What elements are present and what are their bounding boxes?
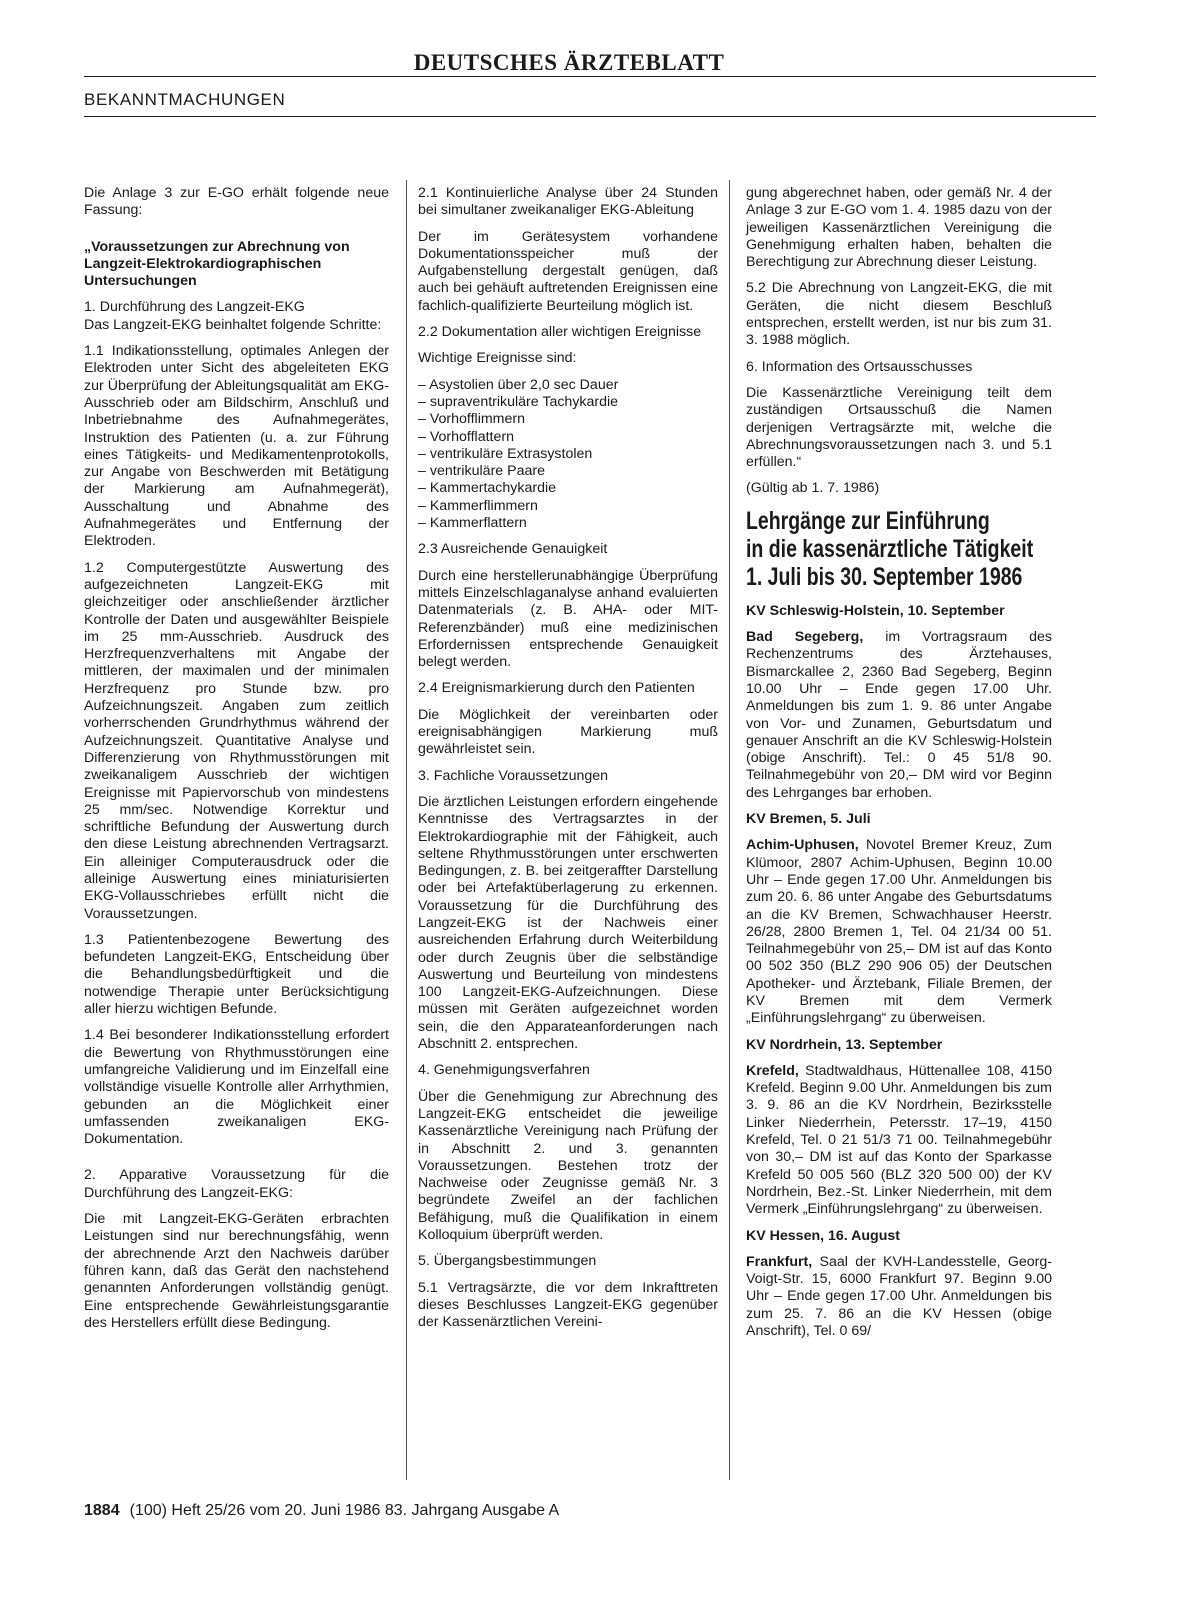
paragraph-2-4-text: Die Möglichkeit der vereinbarten oder ereignisabhängigen Markierung muß gewährleistet sein. bbox=[418, 706, 718, 758]
paragraph-5-2: 5.2 Die Abrechnung von Langzeit-EKG, die mit Geräten, die nicht diesem Beschluß entsprechen, erstellt werden, ist nur bis zum 31. 3. 1988 möglich. bbox=[746, 280, 1052, 349]
section-4-text: Über die Genehmigung zur Abrechnung des Langzeit-EKG entscheidet die jeweilige Kassenärztliche Vereinigung nach Prüfung der in Abschnitt 2. und 3. genannten Voraussetzungen. Bestehen trotz der Nachweise oder Zeugnisse gemäß Nr. 3 begründete Zweifel an der fachlichen Befähigung, muß die Qualifikation in einem Kolloquium überprüft werden. bbox=[418, 1088, 718, 1244]
section-2-text: Die mit Langzeit-EKG-Geräten erbrachten Leistungen sind nur berechnungsfähig, wenn der abrechnende Arzt den Nachweis darüber führen kann, daß das Gerät den nachstehend genannten Anforderungen vollständig genügt. Eine entsprechende Gewährleistungsgarantie des Herstellers erfüllt diese Bedingung. bbox=[84, 1211, 389, 1331]
document-title: „Voraussetzungen zur Abrechnung von Langzeit-Elektrokardiographischen Untersuchungen bbox=[84, 238, 350, 290]
column-1 bbox=[84, 185, 389, 1341]
paragraph-2-2-text: Wichtige Ereignisse sind: bbox=[418, 350, 577, 367]
kv-nordrhein-text bbox=[746, 1063, 1052, 1219]
section-title: BEKANNTMACHUNGEN bbox=[84, 90, 286, 109]
section-2-heading: 2. Apparative Voraussetzung für die Durchführung des Langzeit-EKG: bbox=[84, 1167, 389, 1201]
kv-schleswig-holstein-text bbox=[746, 629, 1052, 802]
entry-text: Saal der KVH-Landesstelle, Georg-Voigt-Str. 15, 6000 Frankfurt 97. Beginn 9.00 Uhr – Ende gegen 17.00 Uhr. Anmeldungen bis zum 25. 7. 86 an die KV Hessen (obige Anschrift), Tel. 0 69/ bbox=[746, 1253, 1052, 1340]
section-4-heading: 4. Genehmigungsverfahren bbox=[418, 1062, 590, 1079]
section-6-heading: 6. Information des Ortsausschusses bbox=[746, 358, 973, 375]
column-divider-1 bbox=[406, 180, 407, 1480]
column-2 bbox=[418, 185, 718, 1341]
kv-schleswig-holstein-title: KV Schleswig-Holstein, 10. September bbox=[746, 602, 1005, 619]
place-name: Krefeld, bbox=[746, 1062, 799, 1079]
kv-nordrhein-title: KV Nordrhein, 13. September bbox=[746, 1036, 943, 1053]
section-rule bbox=[84, 116, 1096, 117]
list-item: – Vorhofflattern bbox=[418, 429, 718, 446]
paragraph-1-1: 1.1 Indikationsstellung, optimales Anlegen der Elektroden unter Sicht des abgeleiteten EKG zur Überprüfung der Ableitungsqualität am EKG-Ausschrieb oder am Bildschirm, Anschluß und Inbetriebnahme des Aufnahmegerätes, Instruktion des Patienten (u. a. zur Führung eines Tätigkeits- und Medikamentenprotokolls, zur Angabe von Beschwerden mit Betätigung der Markierung am Aufnahmegerät), Ausschaltung und Abnahme des Aufnahmegerätes und Entfernung der Elektroden. bbox=[84, 343, 389, 550]
section-1-heading: 1. Durchführung des Langzeit-EKG bbox=[84, 299, 305, 316]
issue-info: (100) Heft 25/26 vom 20. Juni 1986 83. Jahrgang Ausgabe A bbox=[129, 1502, 560, 1519]
intro-text: Die Anlage 3 zur E-GO erhält folgende neue Fassung: bbox=[84, 185, 389, 219]
place-name: Bad Segeberg, bbox=[746, 629, 864, 646]
list-item: – Kammerflimmern bbox=[418, 498, 718, 515]
place-name: Achim-Uphusen, bbox=[746, 837, 859, 854]
kv-bremen-title: KV Bremen, 5. Juli bbox=[746, 811, 871, 828]
validity-note: (Gültig ab 1. 7. 1986) bbox=[746, 480, 880, 497]
column-3 bbox=[746, 185, 1052, 1349]
paragraph-2-3-heading: 2.3 Ausreichende Genauigkeit bbox=[418, 541, 608, 558]
paragraph-2-1-heading: 2.1 Kontinuierliche Analyse über 24 Stunden bei simultaner zweikanaliger EKG-Ableitung bbox=[418, 185, 718, 219]
list-item: – Kammerflattern bbox=[418, 515, 718, 532]
paragraph-2-1-text: Der im Gerätesystem vorhandene Dokumentationsspeicher muß der Aufgabenstellung dergestalt genügen, daß auch bei gehäuft auftretenden Ereignissen eine fachlich-qualifizierte Beurteilung möglich ist. bbox=[418, 228, 718, 314]
paragraph-1-4: 1.4 Bei besonderer Indikationsstellung erfordert die Bewertung von Rhythmusstörungen eine umfangreiche Validierung und im Einzelfall eine vollständige visuelle Kontrolle aller Arrhythmien, gebunden an die Möglichkeit einer umfassenden zweikanaligen EKG-Dokumentation. bbox=[84, 1027, 389, 1148]
paragraph-2-3-text: Durch eine herstellerunabhängige Überprüfung mittels Einzelschlaganalyse anhand evaluierten Datenmaterials (z. B. AHA- oder MIT-Referenzbänder) muß eine medizinischen Erfordernissen entsprechende Genauigkeit belegt werden. bbox=[418, 567, 718, 671]
kv-bremen-text bbox=[746, 837, 1052, 1027]
entry-text: Stadtwaldhaus, Hüttenallee 108, 4150 Krefeld. Beginn 9.00 Uhr. Anmeldungen bis zum 3. 9. 86 an die KV Nordrhein, Bezirksstelle Linker Niederrhein, Petersstr. 17–19, 4150 Krefeld, Tel. 0 21 51/3 71 00. Teilnahmegebühr von 30,– DM ist auf das Konto der Sparkasse Krefeld 50 005 560 (BLZ 320 500 00) der KV Nordrhein, Bez.-St. Linker Niederrhein, mit dem Vermerk „Einführungslehrgang“ zu überweisen. bbox=[746, 1062, 1052, 1218]
kv-hessen-title: KV Hessen, 16. August bbox=[746, 1227, 901, 1244]
column-divider-2 bbox=[729, 180, 730, 1480]
kv-hessen-text bbox=[746, 1254, 1052, 1340]
list-item: – ventrikuläre Extrasystolen bbox=[418, 446, 718, 463]
continued-text: gung abgerechnet haben, oder gemäß Nr. 4 der Anlage 3 zur E-GO vom 1. 4. 1985 dazu von der jeweiligen Kassenärztlichen Vereinigung die Genehmigung erhalten haben, behalten die Berechtigung zur Abrechnung dieser Leistung. bbox=[746, 185, 1052, 271]
section-3-heading: 3. Fachliche Voraussetzungen bbox=[418, 767, 609, 784]
list-item: – Kammertachykardie bbox=[418, 480, 718, 497]
list-item: – ventrikuläre Paare bbox=[418, 463, 718, 480]
events-list bbox=[418, 377, 718, 533]
list-item: – Vorhofflimmern bbox=[418, 411, 718, 428]
section-6-text: Die Kassenärztliche Vereinigung teilt dem zuständigen Ortsausschuß die Namen derjenigen Vertragsärzte mit, welche die Abrechnungsvoraussetzungen nach 3. und 5.1 erfüllen.“ bbox=[746, 384, 1052, 471]
section-3-text: Die ärztlichen Leistungen erfordern eingehende Kenntnisse des Vertragsarztes in der Elektrokardiographie mit der Fähigkeit, auch seltene Rhythmusstörungen unter erschwerten Bedingungen, z. B. bei zeitgeraffter Darstellung oder bei Artefaktüberlagerung zu erkennen. Voraussetzung für die Durchführung des Langzeit-EKG ist der Nachweis einer ausreichenden Erfahrung durch Weiterbildung oder durch Zeugnis über die selbständige Auswertung und Beurteilung von mindestens 100 Langzeit-EKG-Aufzeichnungen. Diese müssen mit Geräten aufgezeichnet worden sein, die den Apparateanforderungen nach Abschnitt 2. entsprechen. bbox=[418, 793, 718, 1053]
section-5-heading: 5. Übergangsbestimmungen bbox=[418, 1253, 597, 1270]
page-footer bbox=[84, 1502, 559, 1520]
place-name: Frankfurt, bbox=[746, 1253, 813, 1270]
paragraph-2-4-heading: 2.4 Ereignismarkierung durch den Patienten bbox=[418, 680, 695, 697]
headline-line-3: 1. Juli bis 30. September 1986 bbox=[746, 562, 1023, 591]
paragraph-5-1: 5.1 Vertragsärzte, die vor dem Inkrafttreten dieses Beschlusses Langzeit-EKG gegenüber der Kassenärztlichen Vereini- bbox=[418, 1279, 718, 1331]
paragraph-1-3: 1.3 Patientenbezogene Bewertung des befundeten Langzeit-EKG, Entscheidung über die Behandlungsbedürftigkeit und die notwendige Therapie unter Berücksichtigung aller hierzu wichtigen Befunde. bbox=[84, 931, 389, 1018]
entry-text: Novotel Bremer Kreuz, Zum Klümoor, 2807 Achim-Uphusen, Beginn 10.00 Uhr – Ende gegen 17.00 Uhr. Anmeldungen bis zum 20. 6. 86 unter Angabe des Geburtsdatums an die KV Bremen, Schwachhauser Heerstr. 26/28, 2800 Bremen 1, Tel. 04 21/34 00 51. Teilnahmegebühr von 25,– DM ist auf das Konto 00 502 350 (BLZ 290 906 05) der Deutschen Apotheker- und Ärztebank, Filiale Bremen, der KV Bremen mit dem Vermerk „Einführungslehrgang“ zu überweisen. bbox=[746, 837, 1052, 1027]
page-number: 1884 bbox=[84, 1502, 120, 1519]
paragraph-1-2: 1.2 Computergestützte Auswertung des aufgezeichneten Langzeit-EKG mit gleichzeitiger oder anschließender ärztlicher Kontrolle der Daten und ausgewählter Beispiele im 25 mm-Ausschrieb. Ausdruck des Herzfrequenzverhaltens mit Angabe der mittleren, der maximalen und der minimalen Herzfrequenz pro Stunde bzw. pro Aufzeichnungszeit. Angaben zum zeitlich vorherrschenden Grundrhythmus während der Aufzeichnungszeit. Quantitative Analyse und Differenzierung von Rhythmusstörungen mit zweikanaligem Ausschrieb der wichtigen Ereignisse mit Papiervorschub von mindestens 25 mm/sec. Notwendige Korrektur und schriftliche Befundung der Auswertung durch den diese Leistung abrechnenden Vertragsarzt. Ein alleiniger Computerausdruck oder die alleinige Auswertung eines miniaturisierten EKG-Vollausschriebes erfüllt nicht die Voraussetzungen. bbox=[84, 559, 389, 922]
header-rule bbox=[84, 76, 1096, 77]
list-item: – Asystolien über 2,0 sec Dauer bbox=[418, 377, 718, 394]
headline-line-1: Lehrgänge zur Einführung bbox=[746, 506, 990, 535]
course-headline bbox=[746, 507, 1089, 591]
paragraph-2-2-heading: 2.2 Dokumentation aller wichtigen Ereignisse bbox=[418, 324, 702, 341]
list-item: – supraventrikuläre Tachykardie bbox=[418, 394, 718, 411]
section-1-text: Das Langzeit-EKG beinhaltet folgende Schritte: bbox=[84, 316, 382, 333]
headline-line-2: in die kassenärztliche Tätigkeit bbox=[746, 534, 1034, 563]
entry-text: im Vortragsraum des Rechenzentrums des Ärztehauses, Bismarckallee 2, 2360 Bad Segeberg, Beginn 10.00 Uhr – Ende gegen 17.00 Uhr. Anmeldungen bis zum 1. 9. 86 unter Angabe von Vor- und Zunamen, Geburtsdatum und genauer Anschrift an die KV Schleswig-Holstein (obige Anschrift). Tel.: 0 45 51/8 90. Teilnahmegebühr von 20,– DM wird vor Beginn des Lehrganges bar erhoben. bbox=[746, 629, 1052, 801]
journal-title: DEUTSCHES ÄRZTEBLATT bbox=[413, 50, 725, 75]
